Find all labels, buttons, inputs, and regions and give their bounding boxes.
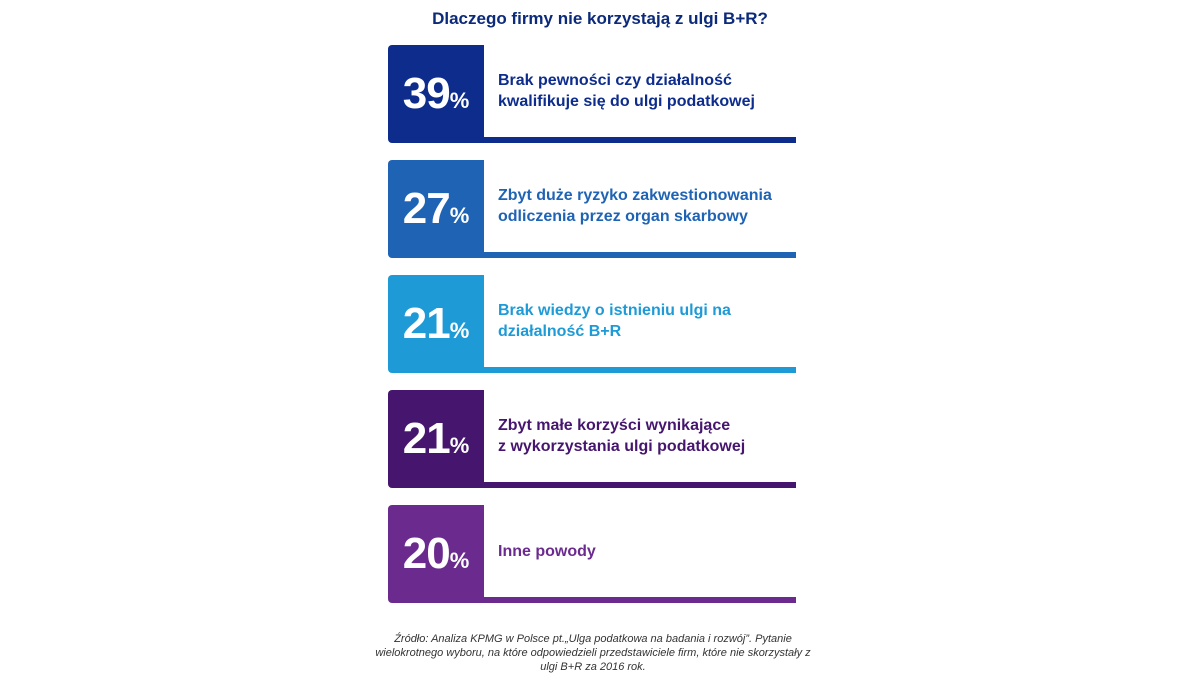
value-label: 27 bbox=[402, 184, 450, 233]
category-label: Brak pewności czy działalność kwalifikuje się do ulgi podatkowej bbox=[498, 72, 755, 110]
percent-sign: % bbox=[449, 548, 470, 573]
value-box bbox=[388, 505, 484, 603]
category-label: Zbyt duże ryzyko zakwestionowania odliczenia przez organ skarbowy bbox=[498, 187, 772, 225]
bar-row bbox=[388, 505, 796, 603]
underline-bar bbox=[478, 367, 796, 373]
percent-sign: % bbox=[449, 433, 470, 458]
percent-sign: % bbox=[449, 203, 470, 228]
bar-row bbox=[388, 390, 796, 488]
underline-bar bbox=[478, 252, 796, 258]
category-label: Zbyt małe korzyści wynikające z wykorzystania ulgi podatkowej bbox=[498, 417, 746, 455]
value-label: 21 bbox=[402, 299, 450, 348]
underline-bar bbox=[478, 482, 796, 488]
percent-sign: % bbox=[449, 318, 470, 343]
underline-bar bbox=[478, 597, 796, 603]
bar-row bbox=[388, 45, 796, 143]
bar-row bbox=[388, 275, 796, 373]
value-box bbox=[388, 45, 484, 143]
value-label: 20 bbox=[402, 529, 450, 578]
bar-row bbox=[388, 160, 796, 258]
source-footnote: Źródło: Analiza KPMG w Polsce pt.„Ulga podatkowa na badania i rozwój”. Pytanie wielokrotnego wyboru, na które odpowiedzieli przedstawiciele firm, które nie skorzystały z ulgi B+R za 2016 rok. bbox=[375, 633, 811, 673]
category-label: Inne powody bbox=[498, 542, 596, 560]
value-box bbox=[388, 160, 484, 258]
value-label: 39 bbox=[402, 69, 450, 118]
value-box bbox=[388, 275, 484, 373]
percent-sign: % bbox=[449, 88, 470, 113]
chart-title: Dlaczego firmy nie korzystają z ulgi B+R? bbox=[432, 9, 768, 28]
underline-bar bbox=[478, 137, 796, 143]
value-label: 21 bbox=[402, 414, 450, 463]
category-label: Brak wiedzy o istnieniu ulgi na działalność B+R bbox=[498, 302, 731, 340]
value-box bbox=[388, 390, 484, 488]
